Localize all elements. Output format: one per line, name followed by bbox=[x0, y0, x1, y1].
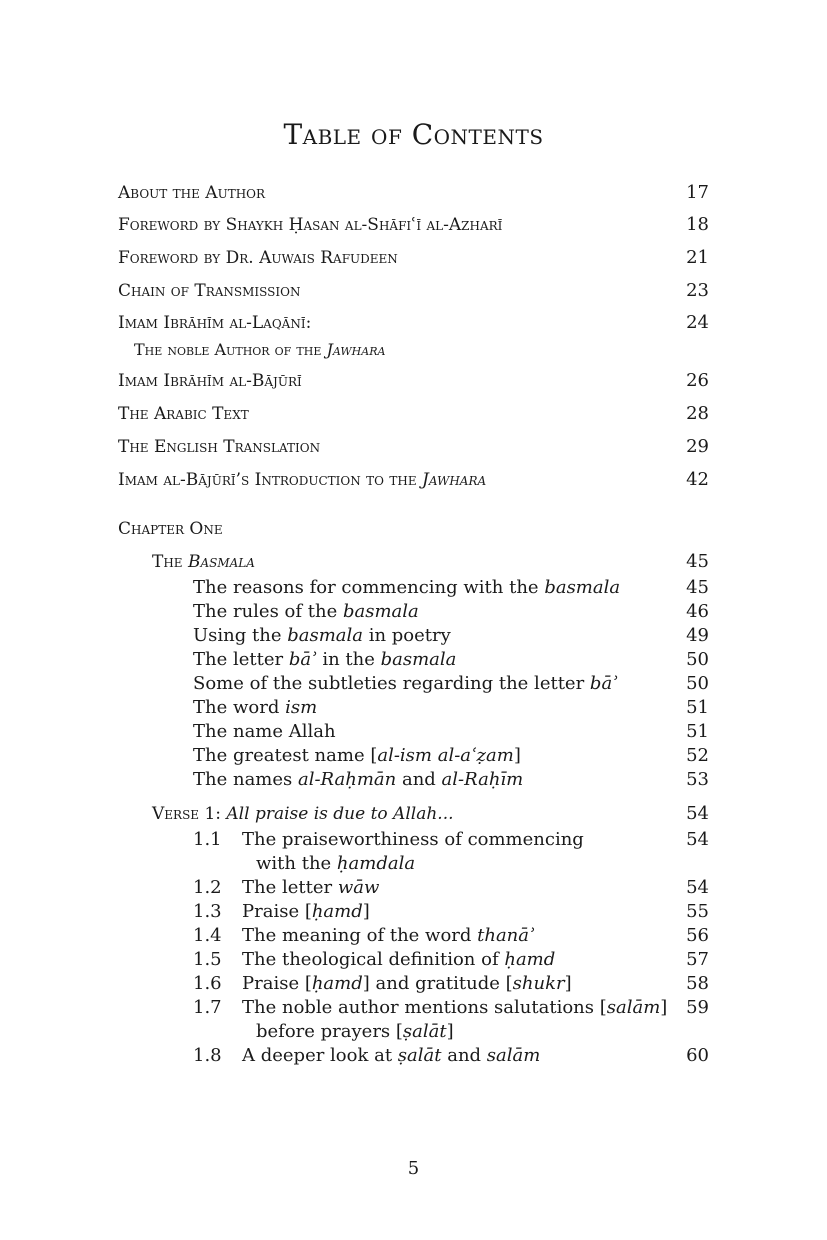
subentry-number: 1.3 bbox=[193, 901, 222, 922]
subentry-text: The meaning of the word bbox=[242, 925, 478, 946]
subentry-italic: salām bbox=[486, 1045, 541, 1066]
toc-subentry-page: 52 bbox=[686, 745, 709, 766]
subentry-text: in poetry bbox=[362, 625, 451, 646]
subentry-text: and bbox=[396, 769, 442, 790]
toc-subentry[interactable] bbox=[118, 973, 709, 999]
subentry-text: The names bbox=[193, 769, 298, 790]
subentry-text: The noble author mentions salutations [ bbox=[242, 997, 607, 1018]
toc-entry-label-text: Imam al-Bājūrī’s Introduction to the bbox=[118, 470, 422, 490]
subentry-text: The letter bbox=[193, 649, 289, 670]
toc-section-label bbox=[118, 804, 649, 824]
toc-subentry[interactable] bbox=[118, 745, 709, 771]
subentry-text: with the bbox=[256, 853, 337, 874]
toc-subentry-page: 53 bbox=[686, 769, 709, 790]
toc-subentry-label bbox=[118, 769, 649, 790]
toc-section-page: 54 bbox=[686, 803, 709, 824]
subentry-text: The letter bbox=[242, 877, 338, 898]
subentry-text: The theological definition of bbox=[242, 949, 505, 970]
toc-subentry-page: 54 bbox=[686, 877, 709, 898]
toc-subentry-page: 57 bbox=[686, 949, 709, 970]
toc-entry-label-italic: Jawhara bbox=[422, 470, 487, 490]
toc-entry-page: 28 bbox=[686, 403, 709, 424]
toc-entry[interactable] bbox=[118, 280, 709, 306]
subentry-number: 1.6 bbox=[193, 973, 222, 994]
toc-entry-label: Imam Ibrāhīm al-Laqānī: bbox=[118, 313, 312, 333]
toc-entry-label: Foreword by Shaykh Ḥasan al-Shāfiʿī al-Azharī bbox=[118, 215, 503, 235]
toc-entry-label: Chain of Transmission bbox=[118, 281, 301, 301]
toc-subentry-label bbox=[118, 829, 649, 850]
subentry-text: in the bbox=[316, 649, 381, 670]
subentry-text: The reasons for commencing with the bbox=[193, 577, 545, 598]
toc-subentry-page: 50 bbox=[686, 673, 709, 694]
toc-subentry-label bbox=[118, 973, 649, 994]
subentry-italic: wāw bbox=[337, 877, 380, 898]
subentry-number: 1.4 bbox=[193, 925, 222, 946]
toc-subentry-label bbox=[118, 949, 649, 970]
subentry-text: Some of the subtleties regarding the letter bbox=[193, 673, 590, 694]
subentry-italic: ḥamdala bbox=[336, 853, 416, 874]
subentry-text: ] bbox=[513, 745, 521, 766]
toc-subentry[interactable] bbox=[118, 673, 709, 699]
toc-subentry-page: 55 bbox=[686, 901, 709, 922]
chapter-heading-label: Chapter One bbox=[118, 519, 223, 539]
toc-entry[interactable] bbox=[118, 436, 709, 462]
subentry-italic: al-Raḥmān bbox=[297, 769, 397, 790]
toc-subentry[interactable] bbox=[118, 721, 709, 747]
toc-subentry-page: 46 bbox=[686, 601, 709, 622]
toc-entry-label bbox=[118, 470, 649, 490]
toc-subentry-page: 59 bbox=[686, 997, 709, 1018]
subentry-text: ] bbox=[564, 973, 572, 994]
subentry-text: before prayers [ bbox=[256, 1021, 403, 1042]
toc-subentry-continuation bbox=[256, 853, 656, 874]
toc-entry-page: 42 bbox=[686, 469, 709, 490]
toc-subentry-label bbox=[118, 1045, 649, 1066]
toc-subentry-page: 51 bbox=[686, 721, 709, 742]
toc-entry[interactable] bbox=[118, 312, 709, 338]
toc-subentry-label bbox=[118, 925, 649, 946]
toc-subentry-label bbox=[118, 601, 649, 622]
toc-section-label-text: Verse 1: bbox=[152, 804, 227, 824]
subentry-italic: shukr bbox=[512, 973, 565, 994]
subentry-italic: al-ism al-aʿẓam bbox=[377, 745, 514, 766]
subentry-italic: ṣalāt bbox=[402, 1021, 447, 1042]
subentry-text: The greatest name [ bbox=[193, 745, 378, 766]
toc-subentry[interactable] bbox=[118, 769, 709, 795]
toc-entry-page: 18 bbox=[686, 214, 709, 235]
toc-subentry[interactable] bbox=[118, 829, 709, 855]
subentry-text: ] bbox=[362, 901, 370, 922]
toc-subentry[interactable] bbox=[118, 649, 709, 675]
subentry-text: Praise [ bbox=[242, 901, 312, 922]
subentry-number: 1.7 bbox=[193, 997, 222, 1018]
subentry-italic: ḥamd bbox=[311, 973, 363, 994]
toc-subentry-page: 54 bbox=[686, 829, 709, 850]
toc-entry-label: Imam Ibrāhīm al-Bājūrī bbox=[118, 371, 302, 391]
toc-subentry-label bbox=[118, 901, 649, 922]
toc-section-label-text: The bbox=[152, 552, 188, 572]
toc-entry-page: 24 bbox=[686, 312, 709, 333]
subentry-text: ] bbox=[446, 1021, 454, 1042]
subentry-italic: ṣalāt bbox=[397, 1045, 442, 1066]
subentry-italic: al-Raḥīm bbox=[441, 769, 524, 790]
toc-entry-label: The Arabic Text bbox=[118, 404, 249, 424]
subentry-text: The rules of the bbox=[193, 601, 343, 622]
toc-section-label bbox=[118, 552, 649, 572]
toc-subentry-page: 49 bbox=[686, 625, 709, 646]
toc-section-label-italic: All praise is due to Allah... bbox=[226, 804, 454, 824]
toc-subentry-page: 45 bbox=[686, 577, 709, 598]
toc-subentry-label bbox=[118, 745, 649, 766]
toc-entry-label: The English Translation bbox=[118, 437, 321, 457]
subentry-text: A deeper look at bbox=[242, 1045, 398, 1066]
toc-entry-continuation-italic: Jawhara bbox=[326, 340, 386, 359]
subentry-text: The word bbox=[193, 697, 286, 718]
subentry-number: 1.1 bbox=[193, 829, 222, 850]
subentry-italic: ḥamd bbox=[311, 901, 363, 922]
subentry-text: Praise [ bbox=[242, 973, 312, 994]
toc-subentry-continuation bbox=[256, 1021, 656, 1042]
subentry-italic: basmala bbox=[342, 601, 419, 622]
toc-entry-label: About the Author bbox=[118, 183, 266, 203]
subentry-number: 1.8 bbox=[193, 1045, 222, 1066]
subentry-text: ] and gratitude [ bbox=[362, 973, 513, 994]
toc-subentry-label bbox=[118, 649, 649, 670]
toc-subentry-label bbox=[118, 877, 649, 898]
subentry-italic: thanāʾ bbox=[477, 925, 535, 946]
toc-subentry-label bbox=[118, 625, 649, 646]
toc-subentry[interactable] bbox=[118, 577, 709, 603]
subentry-number: 1.5 bbox=[193, 949, 222, 970]
toc-subentry-page: 58 bbox=[686, 973, 709, 994]
toc-subentry-page: 60 bbox=[686, 1045, 709, 1066]
toc-entry-continuation bbox=[134, 340, 385, 359]
toc-entry-label: Foreword by Dr. Auwais Rafudeen bbox=[118, 248, 398, 268]
toc-subentry-label bbox=[118, 673, 649, 694]
subentry-text: Using the bbox=[193, 625, 288, 646]
subentry-italic: ism bbox=[285, 697, 318, 718]
toc-entry-continuation-text: The noble Author of the bbox=[134, 340, 327, 359]
chapter-heading bbox=[118, 519, 709, 545]
toc-subentry-page: 50 bbox=[686, 649, 709, 670]
toc-subentry[interactable] bbox=[118, 877, 709, 903]
subentry-italic: ḥamd bbox=[504, 949, 556, 970]
toc-subentry-label bbox=[118, 697, 649, 718]
toc-subentry[interactable] bbox=[118, 949, 709, 975]
toc-subentry[interactable] bbox=[118, 697, 709, 723]
subentry-text: ] bbox=[660, 997, 668, 1018]
toc-entry-page: 23 bbox=[686, 280, 709, 301]
toc-entry[interactable] bbox=[118, 214, 709, 240]
subentry-italic: basmala bbox=[544, 577, 621, 598]
subentry-italic: bāʾ bbox=[288, 649, 317, 670]
toc-subentry-label bbox=[118, 997, 667, 1018]
toc-entry-page: 21 bbox=[686, 247, 709, 268]
toc-entry[interactable] bbox=[118, 403, 709, 429]
toc-subentry-page: 51 bbox=[686, 697, 709, 718]
toc-subentry-label: The name Allah bbox=[193, 721, 336, 742]
page-title: Table of Contents bbox=[283, 118, 544, 151]
toc-section-page: 45 bbox=[686, 551, 709, 572]
subentry-italic: basmala bbox=[380, 649, 457, 670]
subentry-italic: basmala bbox=[287, 625, 363, 646]
subentry-text: The praiseworthiness of commencing bbox=[242, 829, 584, 850]
toc-subentry[interactable] bbox=[118, 997, 709, 1023]
toc-subentry-label bbox=[118, 577, 649, 598]
subentry-number: 1.2 bbox=[193, 877, 222, 898]
toc-section[interactable] bbox=[118, 803, 709, 829]
toc-entry[interactable] bbox=[118, 247, 709, 273]
subentry-italic: salām bbox=[606, 997, 661, 1018]
toc-subentry[interactable] bbox=[118, 625, 709, 651]
toc-subentry-page: 56 bbox=[686, 925, 709, 946]
toc-entry-page: 17 bbox=[686, 182, 709, 203]
toc-entry[interactable] bbox=[118, 182, 709, 208]
subentry-text: and bbox=[441, 1045, 487, 1066]
toc-subentry[interactable] bbox=[118, 925, 709, 951]
toc-entry[interactable] bbox=[118, 469, 709, 495]
page-number: 5 bbox=[407, 1158, 420, 1179]
toc-subentry[interactable] bbox=[118, 601, 709, 627]
toc-section[interactable] bbox=[118, 551, 709, 577]
toc-entry-page: 26 bbox=[686, 370, 709, 391]
toc-subentry[interactable] bbox=[118, 1045, 709, 1071]
toc-subentry[interactable] bbox=[118, 901, 709, 927]
toc-entry-page: 29 bbox=[686, 436, 709, 457]
toc-entry[interactable] bbox=[118, 370, 709, 396]
toc-section-label-italic: Basmala bbox=[187, 552, 255, 572]
subentry-italic: bāʾ bbox=[589, 673, 618, 694]
